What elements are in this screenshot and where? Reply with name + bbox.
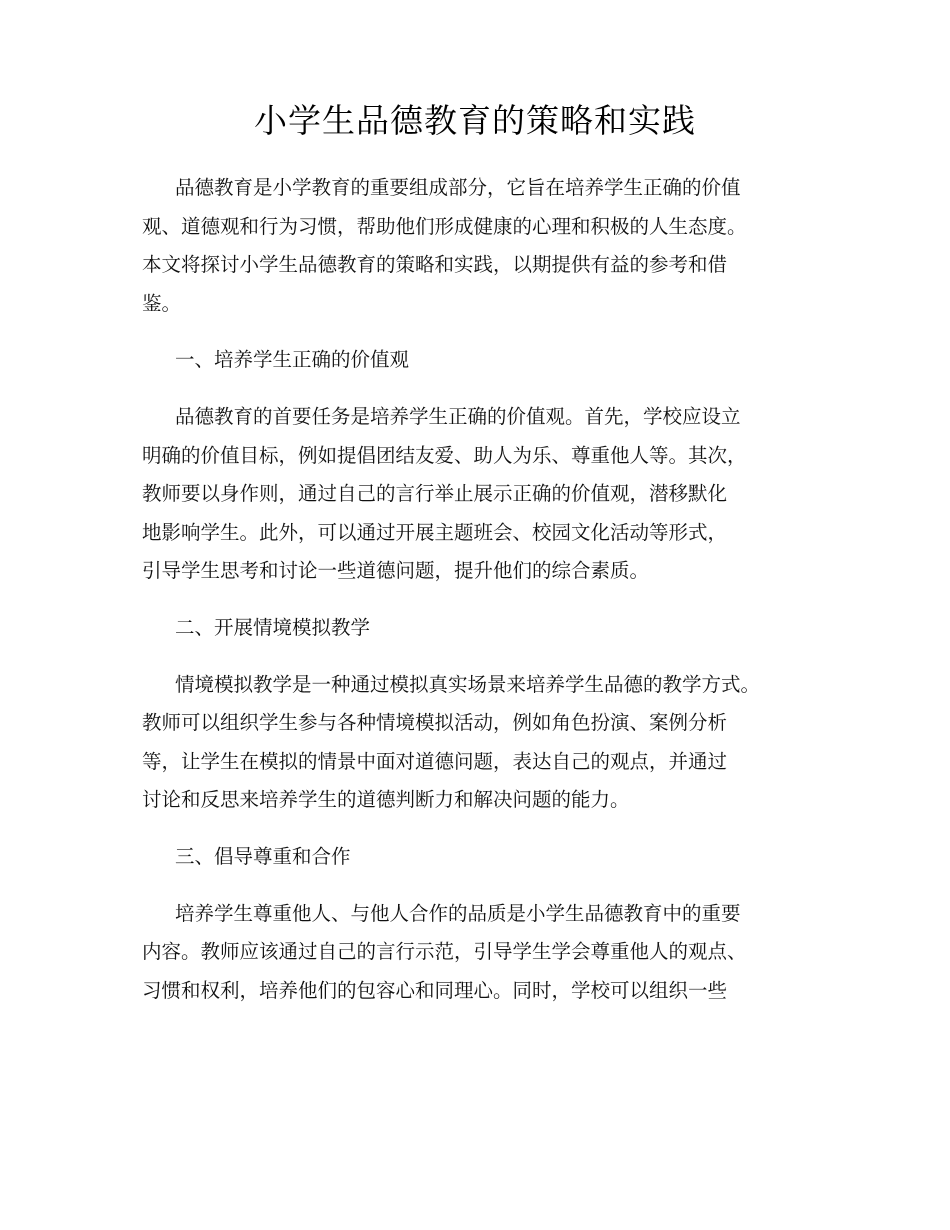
paragraph-line: 等，让学生在模拟的情景中面对道德问题，表达自己的观点，并通过: [142, 749, 728, 773]
paragraph-line: 内容。教师应该通过自己的言行示范，引导学生学会尊重他人的观点、: [142, 940, 747, 964]
paragraph-line: 引导学生思考和讨论一些道德问题，提升他们的综合素质。: [142, 559, 650, 583]
paragraph-line: 明确的价值目标，例如提倡团结友爱、助人为乐、尊重他人等。其次，: [142, 443, 747, 467]
section-paragraph-1: [142, 398, 842, 591]
section-heading-3: 三、倡导尊重和合作: [175, 844, 351, 868]
section-paragraph-2: [142, 666, 842, 820]
paragraph-line: 情境模拟教学是一种通过模拟真实场景来培养学生品德的教学方式。: [175, 672, 761, 696]
paragraph-line: 习惯和权利，培养他们的包容心和同理心。同时，学校可以组织一些: [142, 978, 728, 1002]
document-title: 小学生品德教育的策略和实践: [254, 101, 696, 140]
paragraph-line: 教师要以身作则，通过自己的言行举止展示正确的价值观，潜移默化: [142, 482, 728, 506]
section-heading-1: 一、培养学生正确的价值观: [175, 348, 410, 372]
paragraph-line: 地影响学生。此外，可以通过开展主题班会、校园文化活动等形式，: [142, 520, 728, 544]
paragraph-line: 鉴。: [142, 291, 182, 315]
section-heading-2: 二、开展情境模拟教学: [175, 615, 371, 639]
section-paragraph-3: [142, 895, 842, 1011]
paragraph-line: 教师可以组织学生参与各种情境模拟活动，例如角色扮演、案例分析: [142, 711, 728, 735]
paragraph-line: 品德教育的首要任务是培养学生正确的价值观。首先，学校应设立: [175, 404, 741, 428]
paragraph-line: 本文将探讨小学生品德教育的策略和实践，以期提供有益的参考和借: [142, 253, 728, 277]
document-body: [142, 169, 842, 1010]
paragraph-line: 培养学生尊重他人、与他人合作的品质是小学生品德教育中的重要: [175, 901, 741, 925]
paragraph-line: 观、道德观和行为习惯，帮助他们形成健康的心理和积极的人生态度。: [142, 214, 747, 238]
intro-paragraph: [142, 169, 842, 323]
paragraph-line: 讨论和反思来培养学生的道德判断力和解决问题的能力。: [142, 788, 630, 812]
paragraph-line: 品德教育是小学教育的重要组成部分，它旨在培养学生正确的价值: [175, 176, 741, 199]
